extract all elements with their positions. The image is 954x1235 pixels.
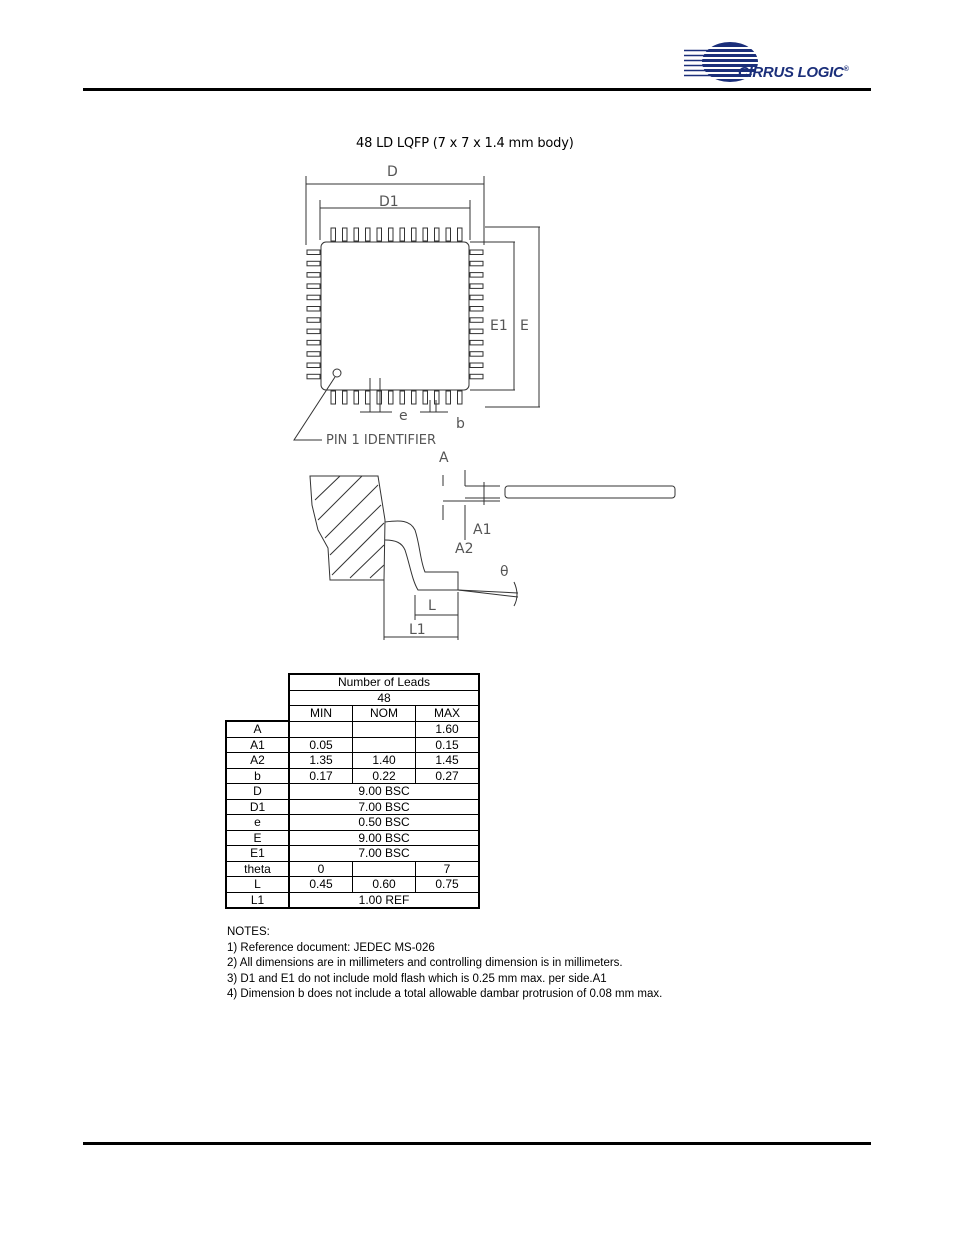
dimension-value: 9.00 BSC bbox=[289, 830, 479, 846]
lead-pin bbox=[307, 273, 320, 278]
lead-pin bbox=[446, 228, 451, 241]
package-title: 48 LD LQFP (7 x 7 x 1.4 mm body) bbox=[356, 136, 574, 151]
lead-pin bbox=[470, 307, 483, 312]
header-nom: NOM bbox=[353, 706, 416, 722]
dimension-nom bbox=[353, 721, 416, 737]
lead-pin bbox=[446, 391, 451, 404]
dimension-min: 0 bbox=[289, 861, 353, 877]
lead-pin bbox=[470, 273, 483, 278]
dimension-value: 9.00 BSC bbox=[289, 784, 479, 800]
lead-pin bbox=[307, 374, 320, 379]
lead-pin bbox=[307, 352, 320, 357]
lead-pin bbox=[343, 391, 348, 404]
label-l: L bbox=[428, 598, 436, 614]
dimension-nom bbox=[353, 737, 416, 753]
dimension-symbol: b bbox=[226, 768, 289, 784]
header-max: MAX bbox=[416, 706, 480, 722]
lead-pin bbox=[470, 352, 483, 357]
registered-mark: ® bbox=[843, 66, 849, 73]
dimension-value: 7.00 BSC bbox=[289, 799, 479, 815]
detail-lead bbox=[385, 521, 458, 590]
label-e1: E1 bbox=[490, 318, 508, 334]
lead-pin bbox=[331, 391, 336, 404]
dimension-max: 1.60 bbox=[416, 721, 480, 737]
dimension-value: 1.00 REF bbox=[289, 892, 479, 908]
dimension-max: 0.75 bbox=[416, 877, 480, 893]
dimension-min: 0.05 bbox=[289, 737, 353, 753]
lead-pin bbox=[470, 261, 483, 266]
dimension-nom: 0.60 bbox=[353, 877, 416, 893]
header-number-of-leads: Number of Leads bbox=[289, 674, 479, 690]
lead-pin bbox=[377, 391, 382, 404]
label-e: E bbox=[520, 318, 529, 334]
note-item: 2) All dimensions are in millimeters and controlling dimension is in millimeters. bbox=[227, 957, 623, 969]
header-min: MIN bbox=[289, 706, 353, 722]
lead-pin bbox=[307, 307, 320, 312]
dimension-min bbox=[289, 721, 353, 737]
lead-pin bbox=[423, 391, 428, 404]
header-rule bbox=[83, 88, 871, 91]
dimension-value: 0.50 BSC bbox=[289, 815, 479, 831]
label-a: A bbox=[439, 450, 449, 466]
label-d: D bbox=[387, 164, 398, 180]
table-row bbox=[226, 815, 479, 831]
lead-pin bbox=[366, 228, 371, 241]
lead-pin bbox=[470, 250, 483, 255]
lead-pin bbox=[307, 329, 320, 334]
lead-pin bbox=[377, 228, 382, 241]
label-lead-width: b bbox=[456, 416, 465, 432]
notes-section bbox=[227, 925, 662, 1003]
package-body bbox=[321, 242, 469, 390]
dimension-max: 7 bbox=[416, 861, 480, 877]
lead-pin bbox=[470, 340, 483, 345]
lead-pin bbox=[354, 228, 359, 241]
dimension-min: 0.17 bbox=[289, 768, 353, 784]
note-item: 1) Reference document: JEDEC MS-026 bbox=[227, 941, 435, 954]
lead-pin bbox=[366, 391, 371, 404]
dimension-max: 1.45 bbox=[416, 753, 480, 769]
dimension-symbol: L1 bbox=[226, 892, 289, 908]
lead-pin bbox=[435, 228, 440, 241]
lead-pin bbox=[389, 228, 394, 241]
label-l1: L1 bbox=[409, 622, 426, 638]
dimension-max: 0.15 bbox=[416, 737, 480, 753]
dimension-symbol: A1 bbox=[226, 737, 289, 753]
dimension-nom bbox=[353, 861, 416, 877]
lead-pin bbox=[307, 363, 320, 368]
logo-wordmark bbox=[738, 64, 848, 81]
lead-pin bbox=[307, 261, 320, 266]
dimension-table bbox=[225, 673, 480, 909]
dimension-symbol: D1 bbox=[226, 799, 289, 815]
dimension-symbol: E1 bbox=[226, 846, 289, 862]
lead-pin bbox=[307, 318, 320, 323]
lead-pin bbox=[458, 391, 463, 404]
lead-pin bbox=[354, 391, 359, 404]
label-theta: θ bbox=[500, 564, 509, 580]
lead-pin bbox=[470, 374, 483, 379]
dimension-symbol: D bbox=[226, 784, 289, 800]
top-pins bbox=[307, 228, 483, 404]
lead-pin bbox=[423, 228, 428, 241]
dimension-min: 1.35 bbox=[289, 753, 353, 769]
lead-pin bbox=[470, 284, 483, 289]
table-row bbox=[226, 768, 479, 784]
footer-rule bbox=[83, 1142, 871, 1145]
lead-pin bbox=[458, 228, 463, 241]
table-row bbox=[226, 799, 479, 815]
dimension-symbol: L bbox=[226, 877, 289, 893]
lead-pin bbox=[412, 391, 417, 404]
label-lead-pitch: e bbox=[399, 408, 408, 424]
table-row bbox=[226, 846, 479, 862]
lead-pin bbox=[307, 250, 320, 255]
label-a2: A2 bbox=[455, 541, 474, 557]
lead-pin bbox=[331, 228, 336, 241]
lead-pin bbox=[307, 295, 320, 300]
dimension-symbol: e bbox=[226, 815, 289, 831]
dimension-symbol: theta bbox=[226, 861, 289, 877]
table-row bbox=[226, 877, 479, 893]
lead-pin bbox=[400, 228, 405, 241]
note-item: 4) Dimension b does not include a total allowable dambar protrusion of 0.08 mm max. bbox=[227, 988, 663, 1000]
note-item: 3) D1 and E1 do not include mold flash which is 0.25 mm max. per side.A1 bbox=[227, 972, 607, 985]
lead-pin bbox=[307, 284, 320, 289]
dimension-symbol: A bbox=[226, 721, 289, 737]
lead-pin bbox=[470, 329, 483, 334]
lead-pin bbox=[470, 295, 483, 300]
notes-heading: NOTES: bbox=[227, 926, 270, 938]
lead-pin bbox=[389, 391, 394, 404]
table-row bbox=[226, 861, 479, 877]
label-pin1-identifier: PIN 1 IDENTIFIER bbox=[326, 433, 437, 448]
lead-pin bbox=[343, 228, 348, 241]
lead-pin bbox=[307, 340, 320, 345]
side-view-body bbox=[505, 486, 675, 498]
table-row bbox=[226, 830, 479, 846]
lead-pin bbox=[435, 391, 440, 404]
lead-pin bbox=[470, 318, 483, 323]
header-lead-count: 48 bbox=[289, 690, 479, 706]
table-row bbox=[226, 892, 479, 908]
dimension-nom: 0.22 bbox=[353, 768, 416, 784]
lead-pin bbox=[470, 363, 483, 368]
lead-pin bbox=[400, 391, 405, 404]
dimension-max: 0.27 bbox=[416, 768, 480, 784]
table-row bbox=[226, 737, 479, 753]
dimension-symbol: A2 bbox=[226, 753, 289, 769]
dimension-nom: 1.40 bbox=[353, 753, 416, 769]
label-a1: A1 bbox=[473, 522, 492, 538]
lead-pin bbox=[412, 228, 417, 241]
logo-wordmark-text: CIRRUS LOGIC bbox=[738, 64, 844, 81]
label-d1: D1 bbox=[379, 194, 399, 210]
package-drawing bbox=[280, 160, 700, 650]
table-row bbox=[226, 753, 479, 769]
pin1-marker bbox=[333, 369, 341, 377]
table-row bbox=[226, 784, 479, 800]
dimension-value: 7.00 BSC bbox=[289, 846, 479, 862]
table-row bbox=[226, 721, 479, 737]
dimension-symbol: E bbox=[226, 830, 289, 846]
detail-body-section bbox=[310, 476, 385, 580]
dimension-min: 0.45 bbox=[289, 877, 353, 893]
